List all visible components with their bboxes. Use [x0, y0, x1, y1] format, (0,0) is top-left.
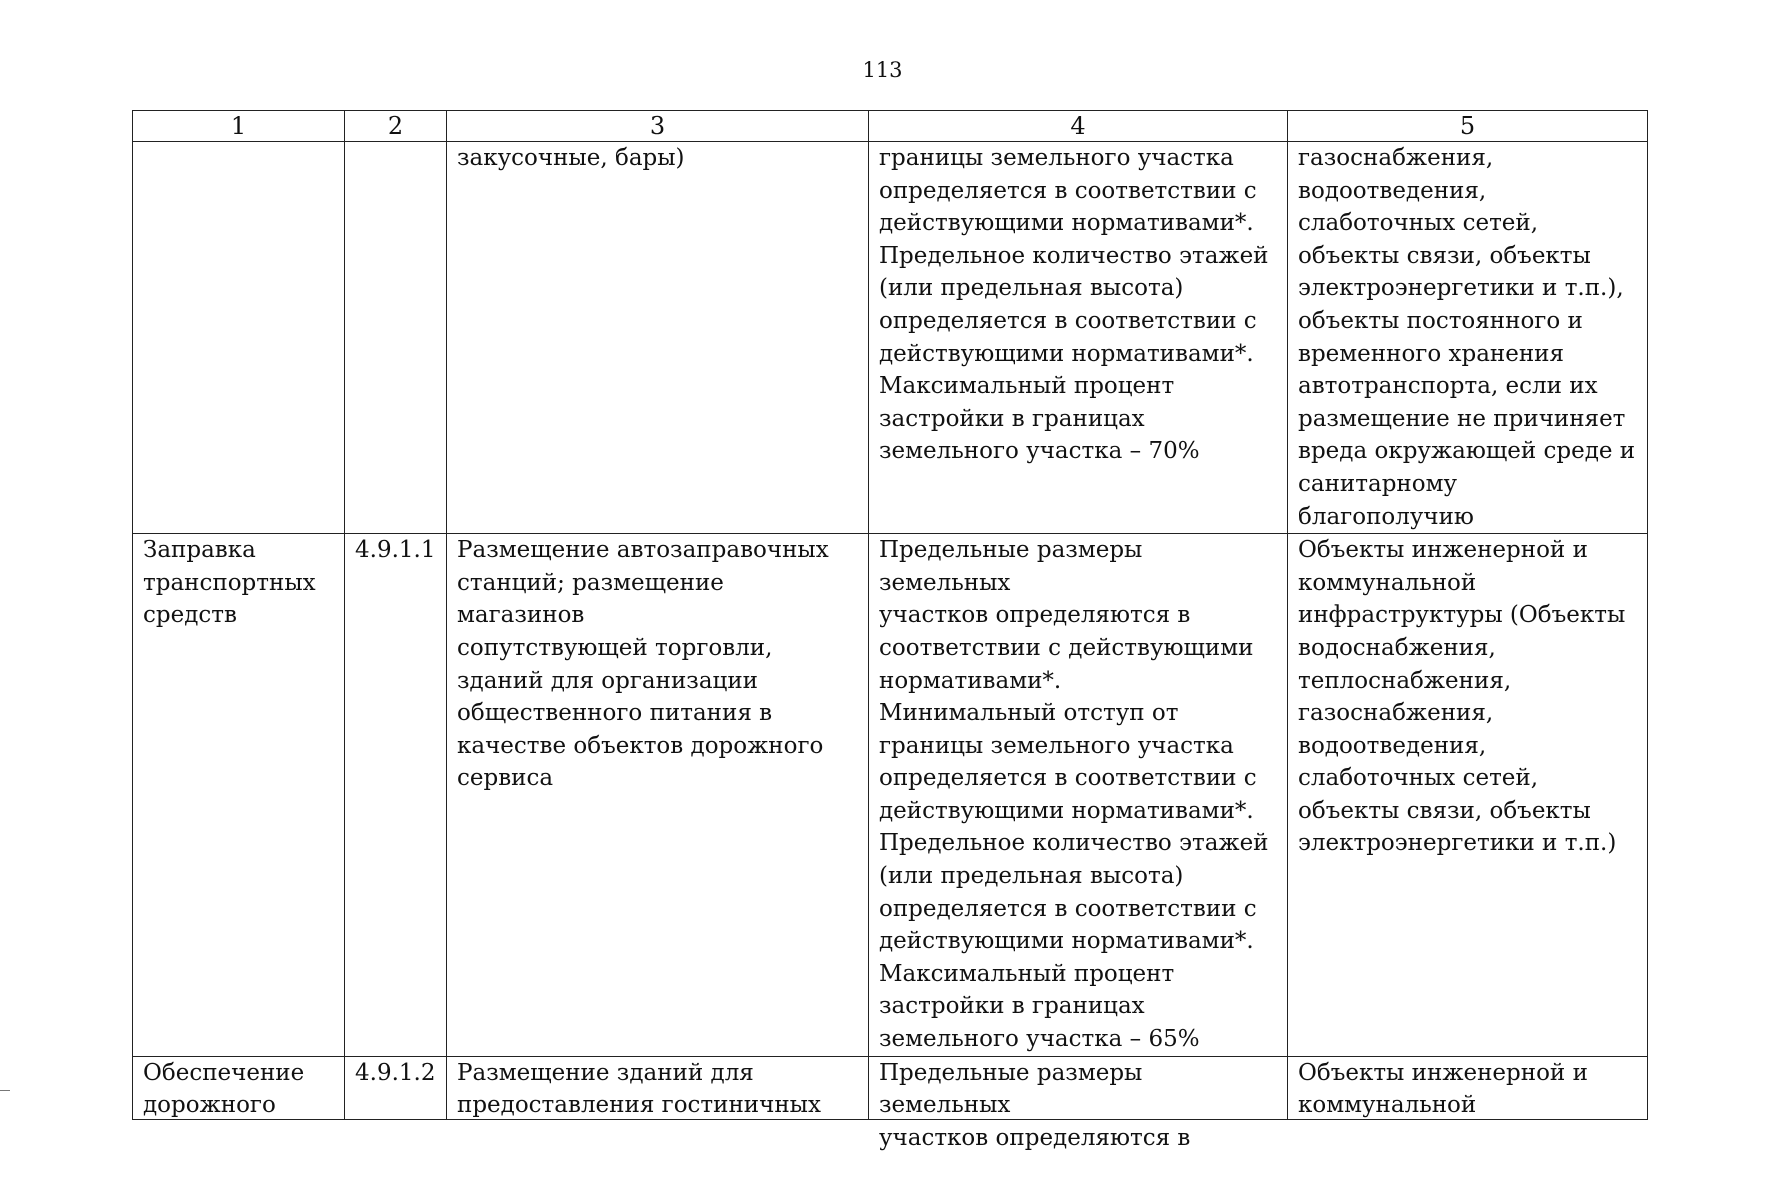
cell-description-text: Размещение зданий для предоставления гостиничных	[457, 1059, 821, 1119]
cell-name	[133, 1056, 345, 1119]
cell-parameters-text: Предельные размеры земельных участков определяются в	[879, 1059, 1191, 1151]
column-header-4: 4	[869, 111, 1288, 142]
column-header-3: 3	[447, 111, 869, 142]
cell-description: Размещение автозаправочных станций; размещение магазинов сопутствующей торговли, зданий для организации общественного питания в качестве объектов дорожного сервиса	[447, 534, 869, 1057]
cell-auxiliary	[1288, 1056, 1648, 1119]
cell-code: 4.9.1.1	[345, 534, 447, 1057]
cell-name: Заправка транспортных средств	[133, 534, 345, 1057]
column-header-1: 1	[133, 111, 345, 142]
cell-description: закусочные, бары)	[447, 142, 869, 534]
cell-code	[345, 142, 447, 534]
page-number: 113	[862, 58, 903, 82]
cell-code	[345, 1056, 447, 1119]
cell-name-text: Обеспечение дорожного	[143, 1059, 305, 1119]
cell-auxiliary-text: Объекты инженерной и коммунальной	[1298, 1059, 1588, 1119]
scan-edge-mark	[0, 1090, 10, 1091]
cell-parameters: границы земельного участка определяется в соответствии с действующими нормативами*. Предельное количество этажей (или предельная высота) определяется в соответствии с действующими нормативами*. Максимальный процент застройки в границах земельного участка – 70%	[869, 142, 1288, 534]
cell-name	[133, 142, 345, 534]
column-header-2: 2	[345, 111, 447, 142]
table-row	[133, 534, 1648, 1057]
cell-auxiliary: Объекты инженерной и коммунальной инфраструктуры (Объекты водоснабжения, теплоснабжения, газоснабжения, водоотведения, слаботочных сетей, объекты связи, объекты электроэнергетики и т.п.)	[1288, 534, 1648, 1057]
table-header-row	[133, 111, 1648, 142]
cell-parameters: Предельные размеры земельных участков определяются в соответствии с действующими нормативами*. Минимальный отступ от границы земельного участка определяется в соответствии с действующими нормативами*. Предельное количество этажей (или предельная высота) определяется в соответствии с действующими нормативами*. Максимальный процент застройки в границах земельного участка – 65%	[869, 534, 1288, 1057]
table-row	[133, 1056, 1648, 1119]
cell-description	[447, 1056, 869, 1119]
table-row	[133, 142, 1648, 534]
land-use-table	[132, 110, 1648, 1151]
cell-code-text: 4.9.1.2	[355, 1059, 436, 1086]
cell-parameters	[869, 1056, 1288, 1151]
cell-auxiliary: газоснабжения, водоотведения, слаботочных сетей, объекты связи, объекты электроэнергетики и т.п.), объекты постоянного и временного хранения автотранспорта, если их размещение не причиняет вреда окружающей среде и санитарному благополучию	[1288, 142, 1648, 534]
column-header-5: 5	[1288, 111, 1648, 142]
